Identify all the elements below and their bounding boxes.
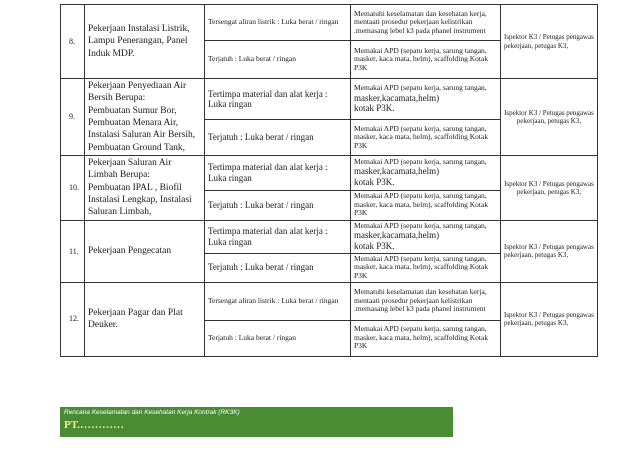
hazard-cell: Tertimpa material dan alat kerja : Luka ringan	[205, 220, 351, 253]
control-cell: Memakai APD (sepatu kerja, sarung tangan, masker, kaca mata, helm), scaffolding Kotak P3K	[351, 190, 501, 220]
hazard-cell: Tersengat aliran listrik : Luka berat / ringan	[205, 282, 351, 320]
control-text-emph: kotak P3K.	[354, 241, 395, 252]
work-item: Pekerjaan Pengecatan	[85, 220, 205, 282]
hazard-cell: Terjatuh : Luka berat / ringan	[205, 320, 351, 356]
control-text: Memakai APD (sepatu kerja, sarung tangan,	[354, 83, 487, 93]
control-text-emph: masker,kacamata,helm)	[354, 230, 440, 241]
control-text: Memakai APD (sepatu kerja, sarung tangan,	[354, 220, 487, 230]
hazard-cell: Terjatuh : Luka berat / ringan	[205, 41, 351, 79]
hazard-cell: Tersengat aliran listrik : Luka berat / ringan	[205, 5, 351, 41]
hazard-cell: Terjatuh : Luka berat / ringan	[205, 253, 351, 282]
responsible-cell: Ispektor K3 / Petugas pengawas pekerjaan, petugas K3,	[501, 79, 598, 156]
row-number: 8.	[61, 5, 85, 79]
hazard-cell: Terjatuh : Luka berat / ringan	[205, 190, 351, 220]
responsible-cell: Ispektor K3 / Petugas pengawas pekerjaan, petugas K3,	[501, 156, 598, 221]
responsible-cell: Ispektor K3 / Petugas pengawas pekerjaan, petugas K3,	[501, 282, 598, 356]
row-number: 9.	[61, 79, 85, 156]
work-item: Pekerjaan Pagar dan Plat Deuker.	[85, 282, 205, 356]
footer-company: PT.…………	[64, 419, 124, 431]
row-number: 12.	[61, 282, 85, 356]
control-cell	[351, 220, 501, 253]
work-item: Pekerjaan Saluran Air Limbah Berupa: Pembuatan IPAL , Biofil Instalasi Lengkap, Instalasi Saluran Limbah,	[85, 156, 205, 221]
table-row	[61, 79, 598, 120]
responsible-cell: Ispektor K3 / Petugas pengawas pekerjaan, petugas K3,	[501, 220, 598, 282]
control-cell: Memakai APD (sepatu kerja, sarung tangan, masker, kaca mata, helm), scaffolding Kotak P3K	[351, 120, 501, 156]
hazard-cell: Tertimpa material dan alat kerja : Luka ringan	[205, 79, 351, 120]
document-footer	[60, 407, 453, 437]
control-text-emph: kotak P3K.	[354, 177, 395, 188]
control-text-emph: masker,kacamata,helm)	[354, 166, 440, 177]
work-item: Pekerjaan Instalasi Listrik, Lampu Penerangan, Panel Induk MDP.	[85, 5, 205, 79]
control-cell	[351, 156, 501, 190]
row-number: 11.	[61, 220, 85, 282]
risk-table	[60, 4, 598, 357]
control-text-emph: kotak P3K.	[354, 103, 395, 114]
control-cell: Memakai APD (sepatu kerja, sarung tangan, masker, kaca mata, helm), scaffolding Kotak P3K	[351, 253, 501, 282]
rk3k-table-page	[60, 4, 598, 357]
row-number: 10.	[61, 156, 85, 221]
footer-title: Rencana Keselamatan dan Kesehatan Kerja Kontrak (RK3K)	[64, 409, 240, 416]
table-row	[61, 282, 598, 320]
control-text: Memakai APD (sepatu kerja, sarung tangan,	[354, 156, 487, 166]
hazard-cell: Terjatuh : Luka berat / ringan	[205, 120, 351, 156]
control-cell	[351, 79, 501, 120]
table-row	[61, 5, 598, 41]
responsible-cell: Ispektor K3 / Petugas pengawas pekerjaan, petugas K3,	[501, 5, 598, 79]
control-cell: Mematuhi keselamatan dan kesehatan kerja, mentaati prosedur pekerjaan kelistrikan .memasang lebel k3 pada phanel instrument	[351, 5, 501, 41]
work-item: Pekerjaan Penyediaan Air Bersih Berupa: Pembuatan Sumur Bor, Pembuatan Menara Air, Instalasi Saluran Air Bersih, Pembuatan Ground Tank,	[85, 79, 205, 156]
control-cell: Memakai APD (sepatu kerja, sarung tangan, masker, kaca mata, helm), scaffolding Kotak P3K	[351, 41, 501, 79]
hazard-cell: Tertimpa material dan alat kerja : Luka ringan	[205, 156, 351, 190]
table-row	[61, 156, 598, 190]
table-row	[61, 220, 598, 253]
control-cell: Mematuhi keselamatan dan kesehatan kerja, mentaati prosedur pekerjaan kelistrikan .memasang lebel k3 pada phanel instrument	[351, 282, 501, 320]
control-text-emph: masker,kacamata,helm)	[354, 92, 440, 103]
control-cell: Memakai APD (sepatu kerja, sarung tangan, masker, kaca mata, helm), scaffolding Kotak P3K	[351, 320, 501, 356]
